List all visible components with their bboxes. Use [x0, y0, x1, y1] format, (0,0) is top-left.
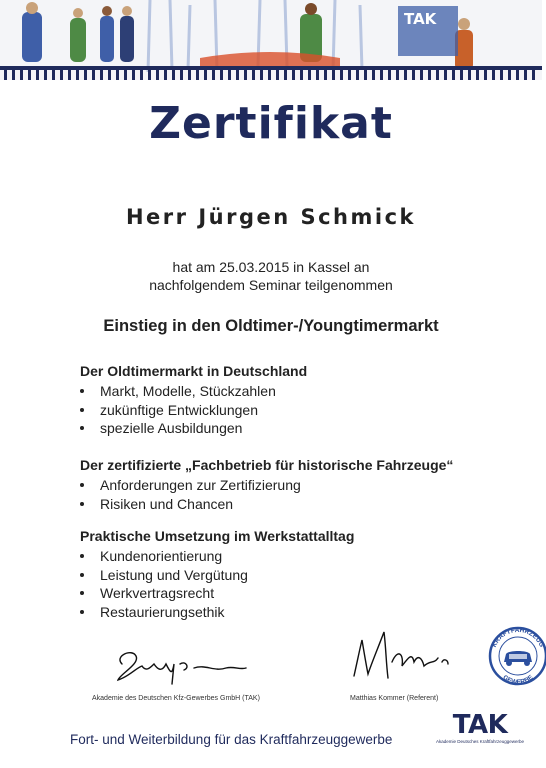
section-heading: Der zertifizierte „Fachbetrieb für historische Fahrzeuge“ [80, 457, 454, 473]
intro-text [0, 258, 542, 294]
seal-bottom-text: GEWERBE [501, 673, 535, 687]
list-item: zukünftige Entwicklungen [80, 401, 520, 420]
footer-tagline: Fort- und Weiterbildung für das Kraftfahrzeuggewerbe [70, 732, 393, 747]
banner-sign-text: TAK [404, 10, 437, 28]
section-heading: Der Oldtimermarkt in Deutschland [80, 363, 308, 379]
kfz-gewerbe-seal [486, 622, 546, 693]
topic-section [80, 362, 520, 438]
intro-line-1: hat am 25.03.2015 in Kassel an [172, 259, 370, 275]
recipient-name: Herr Jürgen Schmick [125, 205, 416, 229]
speaker-signature-caption: Matthias Kommer (Referent) [350, 695, 439, 702]
section-heading: Praktische Umsetzung im Werkstattalltag [80, 528, 355, 544]
topic-list [80, 382, 520, 438]
intro-line-2: nachfolgendem Seminar teilgenommen [149, 277, 393, 293]
topic-list [80, 476, 520, 513]
certificate-title: Zertifikat [149, 98, 393, 149]
tak-logo-text: TAK [452, 710, 508, 740]
list-item: spezielle Ausbildungen [80, 419, 520, 438]
header-illustration [0, 0, 542, 80]
list-item: Werkvertragsrecht [80, 584, 520, 603]
list-item: Restaurierungsethik [80, 603, 520, 622]
speaker-signature [348, 618, 458, 693]
list-item: Risiken und Chancen [80, 495, 520, 514]
topic-section [80, 527, 520, 621]
topic-section [80, 456, 520, 513]
seal-top-text: KRAFTFAHRZEUG [490, 626, 546, 649]
topic-list [80, 547, 520, 621]
tak-logo-subtitle: Akademie Deutsches Kraftfahrzeuggewerbe [435, 739, 525, 744]
academy-signature-caption: Akademie des Deutschen Kfz-Gewerbes GmbH (TAK) [92, 695, 260, 702]
seminar-title: Einstieg in den Oldtimer-/Youngtimermarkt [103, 317, 439, 335]
list-item: Kundenorientierung [80, 547, 520, 566]
list-item: Anforderungen zur Zertifizierung [80, 476, 520, 495]
academy-signature [110, 642, 250, 692]
list-item: Leistung und Vergütung [80, 566, 520, 585]
list-item: Markt, Modelle, Stückzahlen [80, 382, 520, 401]
tak-logo [430, 712, 530, 744]
